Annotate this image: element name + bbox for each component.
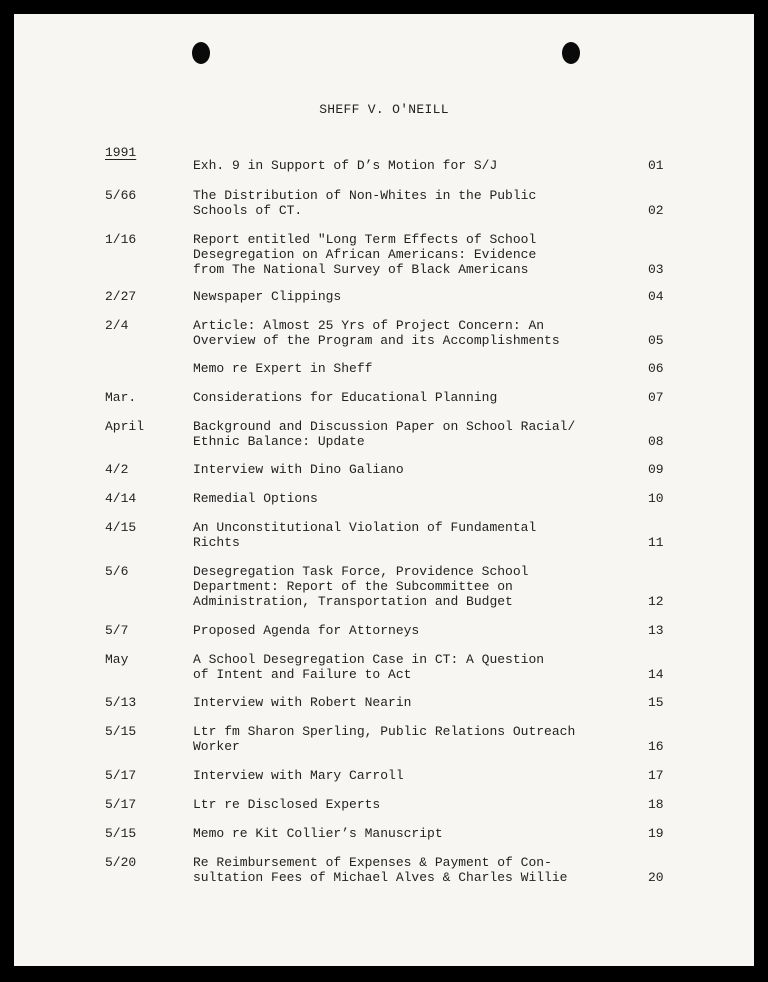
entry-number: 17 bbox=[648, 768, 664, 783]
entry-date: Mar. bbox=[105, 390, 137, 405]
entry-number: 12 bbox=[648, 594, 664, 609]
entry-description: Report entitled "Long Term Effects of School Desegregation on African Americans: Evidence from The National Survey of Black Americans bbox=[193, 232, 537, 277]
entry-number: 14 bbox=[648, 667, 664, 682]
entry-description: Article: Almost 25 Yrs of Project Concern: An Overview of the Program and its Accomplishments bbox=[193, 318, 560, 348]
entry-description: Newspaper Clippings bbox=[193, 289, 342, 304]
year-heading: 1991 bbox=[105, 145, 137, 160]
entry-description: Interview with Robert Nearin bbox=[193, 695, 412, 710]
entry-date: 5/6 bbox=[105, 564, 129, 579]
entry-description: Ltr fm Sharon Sperling, Public Relations Outreach Worker bbox=[193, 724, 576, 754]
entry-number: 10 bbox=[648, 491, 664, 506]
punch-hole bbox=[562, 42, 580, 64]
entry-date: 5/15 bbox=[105, 724, 137, 739]
entry-description: Interview with Mary Carroll bbox=[193, 768, 404, 783]
entry-description: The Distribution of Non-Whites in the Public Schools of CT. bbox=[193, 188, 537, 218]
entry-date: 5/17 bbox=[105, 768, 137, 783]
entry-date: 2/4 bbox=[105, 318, 129, 333]
entry-description: An Unconstitutional Violation of Fundamental Richts bbox=[193, 520, 537, 550]
document-page bbox=[14, 14, 754, 966]
entry-date: 5/66 bbox=[105, 188, 137, 203]
entry-date: 1/16 bbox=[105, 232, 137, 247]
entry-date: 4/2 bbox=[105, 462, 129, 477]
entry-number: 18 bbox=[648, 797, 664, 812]
entry-description: Desegregation Task Force, Providence School Department: Report of the Subcommittee on Administration, Transportation and Budget bbox=[193, 564, 529, 609]
entry-date: 4/14 bbox=[105, 491, 137, 506]
entry-number: 11 bbox=[648, 535, 664, 550]
entry-description: Re Reimbursement of Expenses & Payment of Con- sultation Fees of Michael Alves & Charles Willie bbox=[193, 855, 568, 885]
entry-number: 04 bbox=[648, 289, 664, 304]
entry-number: 15 bbox=[648, 695, 664, 710]
entry-number: 09 bbox=[648, 462, 664, 477]
entry-description: Background and Discussion Paper on School Racial/ Ethnic Balance: Update bbox=[193, 419, 576, 449]
entry-number: 20 bbox=[648, 870, 664, 885]
entry-number: 13 bbox=[648, 623, 664, 638]
entry-date: 5/20 bbox=[105, 855, 137, 870]
entry-date: 5/15 bbox=[105, 826, 137, 841]
entry-description: Memo re Expert in Sheff bbox=[193, 361, 373, 376]
entry-description: Exh. 9 in Support of D’s Motion for S/J bbox=[193, 158, 498, 173]
entry-description: Ltr re Disclosed Experts bbox=[193, 797, 381, 812]
entry-description: Remedial Options bbox=[193, 491, 318, 506]
entry-date: April bbox=[105, 419, 145, 434]
entry-description: Memo re Kit Collier’s Manuscript bbox=[193, 826, 443, 841]
entry-description: Interview with Dino Galiano bbox=[193, 462, 404, 477]
entry-number: 07 bbox=[648, 390, 664, 405]
entry-date: May bbox=[105, 652, 129, 667]
punch-hole bbox=[192, 42, 210, 64]
entry-number: 01 bbox=[648, 158, 664, 173]
entry-number: 02 bbox=[648, 203, 664, 218]
entry-date: 5/7 bbox=[105, 623, 129, 638]
entry-description: A School Desegregation Case in CT: A Question of Intent and Failure to Act bbox=[193, 652, 545, 682]
entry-description: Proposed Agenda for Attorneys bbox=[193, 623, 420, 638]
entry-date: 5/17 bbox=[105, 797, 137, 812]
entry-number: 06 bbox=[648, 361, 664, 376]
entry-description: Considerations for Educational Planning bbox=[193, 390, 498, 405]
entry-date: 4/15 bbox=[105, 520, 137, 535]
entry-date: 2/27 bbox=[105, 289, 137, 304]
entry-number: 03 bbox=[648, 262, 664, 277]
entry-number: 16 bbox=[648, 739, 664, 754]
entry-number: 08 bbox=[648, 434, 664, 449]
entry-number: 05 bbox=[648, 333, 664, 348]
entry-date: 5/13 bbox=[105, 695, 137, 710]
document-title: SHEFF V. O'NEILL bbox=[319, 102, 449, 117]
entry-number: 19 bbox=[648, 826, 664, 841]
